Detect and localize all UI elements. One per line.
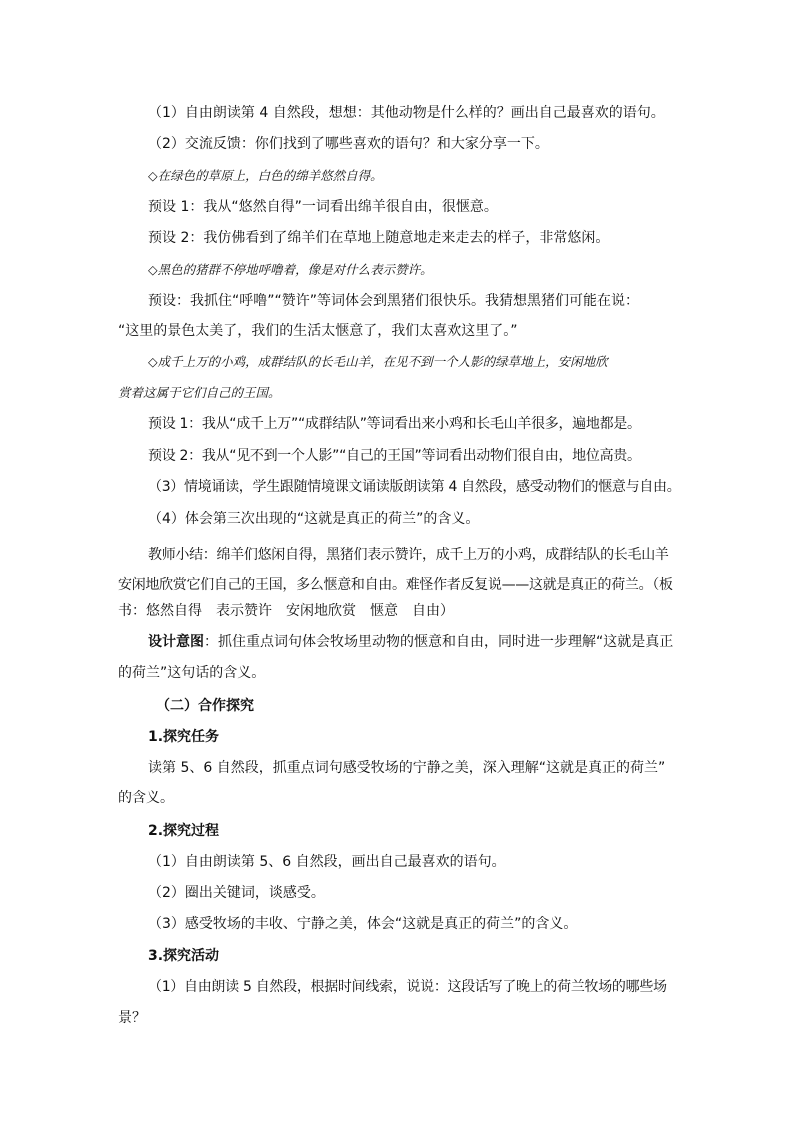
preset-pigs-cont: “这里的景色太美了，我们的生活太惬意了，我们太喜欢这里了。” bbox=[118, 323, 518, 339]
process-step-2: （2）圈出关键词，谈感受。 bbox=[148, 885, 325, 901]
preset-2-chicks: 预设 2：我从“见不到一个人影”“自己的王国”等词看出动物们很自由，地位高贵。 bbox=[148, 448, 641, 464]
heading-inquiry-activity: 3.探究活动 bbox=[148, 948, 220, 964]
design-intent-label: 设计意图 bbox=[148, 634, 204, 650]
para-situational-reading: （3）情境诵读，学生跟随情境课文诵读版朗读第 4 自然段，感受动物们的惬意与自由。 bbox=[148, 479, 681, 495]
para-third-meaning: （4）体会第三次出现的“这就是真正的荷兰”的含义。 bbox=[148, 511, 480, 527]
inquiry-task-text: 读第 5、6 自然段，抓重点词句感受牧场的宁静之美，深入理解“这就是真正的荷兰” bbox=[148, 760, 666, 776]
para-feedback: （2）交流反馈：你们找到了哪些喜欢的语句？和大家分享一下。 bbox=[148, 136, 549, 152]
section-cooperative-inquiry: （二）合作探究 bbox=[156, 698, 254, 714]
teacher-summary-cont: 安闲地欣赏它们自己的王国，多么惬意和自由。难怪作者反复说——这就是真正的荷兰。（板 bbox=[118, 577, 673, 593]
activity-step-1-cont: 景？ bbox=[118, 1010, 146, 1026]
inquiry-task-cont: 的含义。 bbox=[118, 790, 174, 806]
blackboard-text: 书：悠然自得 表示赞许 安闲地欣赏 惬意 自由） bbox=[118, 603, 454, 619]
design-intent-text: ：抓住重点词句体会牧场里动物的惬意和自由，同时进一步理解“这就是真正 bbox=[204, 634, 674, 650]
design-intent-cont: 的荷兰”这句话的含义。 bbox=[118, 665, 266, 681]
heading-inquiry-task: 1.探究任务 bbox=[148, 729, 220, 745]
heading-inquiry-process: 2.探究过程 bbox=[148, 823, 220, 839]
process-step-1: （1）自由朗读第 5、6 自然段，画出自己最喜欢的语句。 bbox=[148, 854, 506, 870]
activity-step-1: （1）自由朗读 5 自然段，根据时间线索，说说：这段话写了晚上的荷兰牧场的哪些场 bbox=[148, 979, 667, 995]
teacher-summary: 教师小结：绵羊们悠闲自得，黑猪们表示赞许，成千上万的小鸡，成群结队的长毛山羊 bbox=[148, 547, 669, 563]
quote-chicks: ◇成千上万的小鸡，成群结队的长毛山羊，在见不到一个人影的绿草地上，安闲地欣 bbox=[148, 354, 608, 369]
preset-2-sheep: 预设 2：我仿佛看到了绵羊们在草地上随意地走来走去的样子，非常悠闲。 bbox=[148, 230, 610, 246]
quote-pigs: ◇黑色的猪群不停地呼噜着，像是对什么表示赞许。 bbox=[148, 262, 433, 277]
para-read-4: （1）自由朗读第 4 自然段，想想：其他动物是什么样的？画出自己最喜欢的语句。 bbox=[148, 105, 665, 121]
quote-chicks-cont: 赏着这属于它们自己的王国。 bbox=[118, 385, 281, 400]
process-step-3: （3）感受牧场的丰收、宁静之美，体会“这就是真正的荷兰”的含义。 bbox=[148, 916, 578, 932]
preset-1-chicks: 预设 1：我从“成千上万”“成群结队”等词看出来小鸡和长毛山羊很多，遍地都是。 bbox=[148, 416, 641, 432]
design-intent bbox=[148, 632, 708, 652]
preset-1-sheep: 预设 1：我从“悠然自得”一词看出绵羊很自由，很惬意。 bbox=[148, 199, 498, 215]
quote-sheep: ◇在绿色的草原上，白色的绵羊悠然自得。 bbox=[148, 168, 383, 183]
preset-pigs: 预设：我抓住“呼噜”“赞许”等词体会到黑猪们很快乐。我猜想黑猪们可能在说： bbox=[148, 293, 640, 309]
